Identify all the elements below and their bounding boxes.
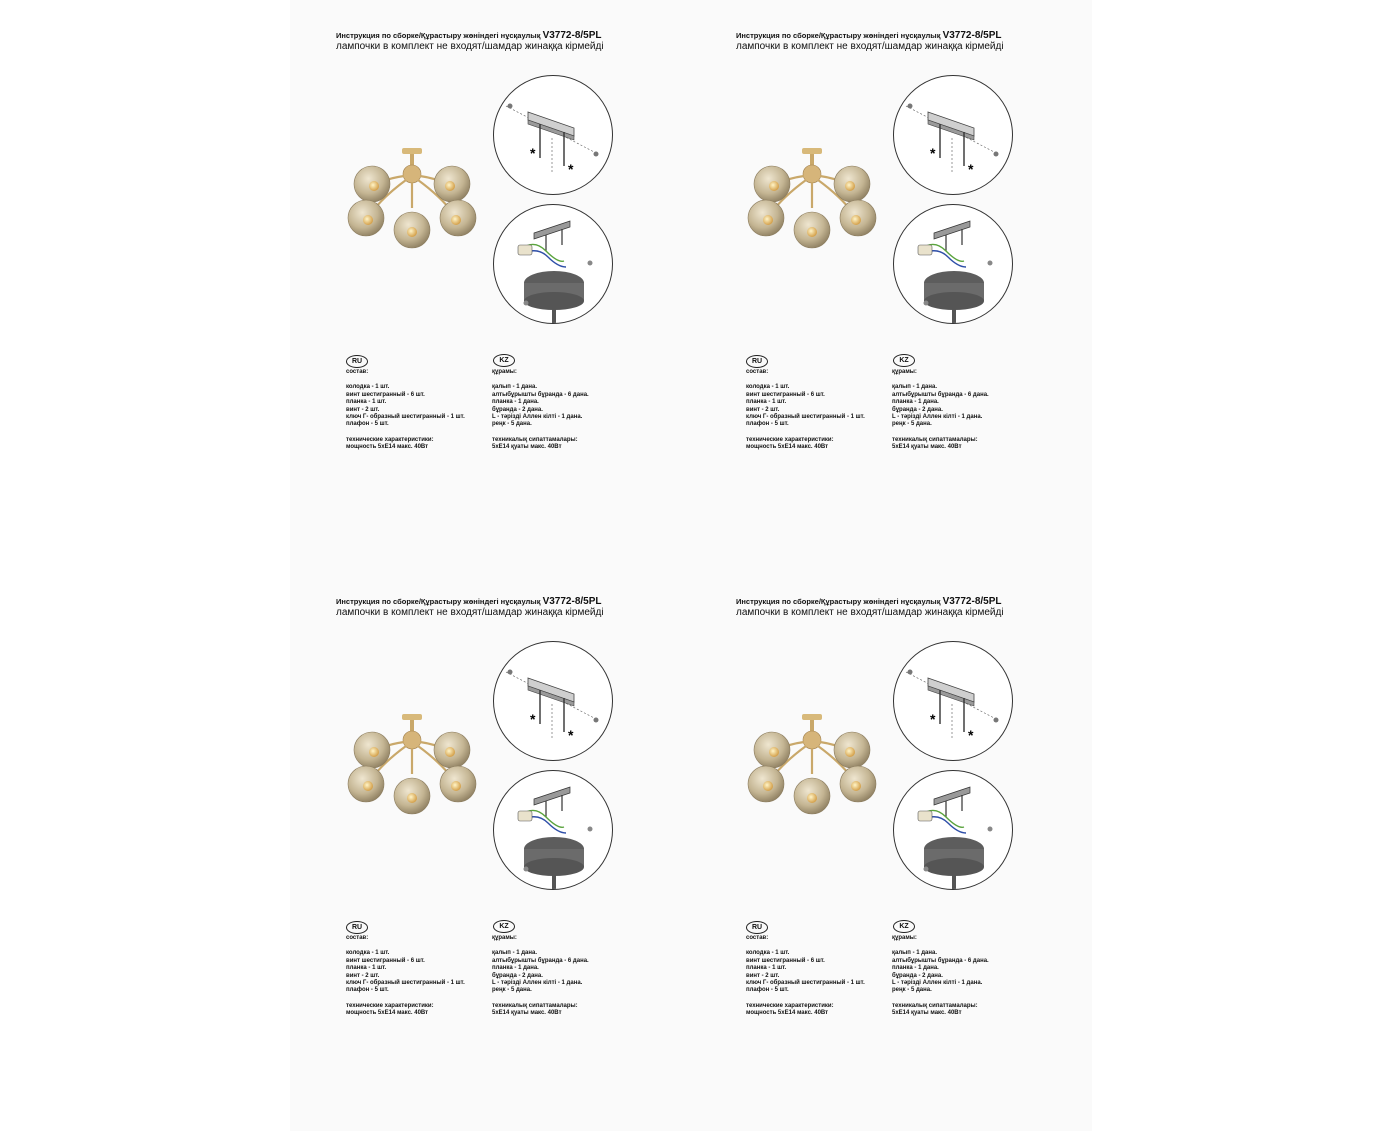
- screw-icon: [994, 152, 999, 157]
- composition-label: құрамы:: [892, 935, 917, 941]
- terminal-block-icon: [918, 245, 932, 255]
- mounting-plate-diagram: [893, 641, 1013, 761]
- list-item: планка - 1 шт.: [346, 965, 387, 972]
- list-item: реңк - 5 дана.: [492, 421, 532, 428]
- glass-shade: [834, 732, 870, 768]
- chandelier-illustration: [744, 710, 880, 820]
- mounting-plate-diagram: [493, 75, 613, 195]
- instruction-panel: [290, 0, 690, 540]
- screw-icon: [908, 104, 913, 109]
- glass-shade: [794, 778, 830, 814]
- instruction-panel: [690, 566, 1090, 1106]
- specs-value: 5хЕ14 қуаты макс. 40Вт: [892, 1010, 962, 1017]
- specs-label: технические характеристики:: [746, 1002, 834, 1009]
- mounting-bar-icon: [934, 787, 970, 805]
- list-item: қалып - 1 дана.: [492, 950, 538, 957]
- list-item: L - тәрізді Аллен кілті - 1 дана.: [892, 414, 983, 421]
- document-sheet: [290, 0, 1092, 1131]
- specs-value: мощность 5хЕ14 макс. 40Вт: [346, 1010, 429, 1017]
- model-number: V3772-8/5PL: [542, 596, 602, 607]
- screw-icon: [908, 670, 913, 675]
- list-item: планка - 1 шт.: [746, 399, 787, 406]
- list-item: алтыбұрышты бұранда - 6 дана.: [892, 957, 989, 964]
- mounting-plate-diagram: [893, 75, 1013, 195]
- glass-shade: [348, 200, 384, 236]
- asterisk-marker: *: [530, 145, 536, 161]
- asterisk-marker: *: [968, 161, 974, 177]
- glass-shade: [434, 166, 470, 202]
- list-item: бұранда - 2 дана.: [492, 406, 543, 413]
- glass-shade: [748, 766, 784, 802]
- chandelier-illustration: [344, 710, 480, 820]
- glass-shade: [394, 212, 430, 248]
- specs-label: техникалық сипаттамалары:: [892, 1002, 978, 1009]
- list-item: планка - 1 дана.: [492, 965, 539, 972]
- model-number: V3772-8/5PL: [942, 30, 1002, 41]
- wiring-diagram: [493, 204, 613, 324]
- glass-shade: [434, 732, 470, 768]
- specs-value: 5хЕ14 қуаты макс. 40Вт: [492, 444, 562, 451]
- kz-language-badge: KZ: [893, 920, 915, 933]
- specs-label: техникалық сипаттамалары:: [492, 1002, 578, 1009]
- list-item: колодка - 1 шт.: [746, 384, 790, 391]
- specs-label: техникалық сипаттамалары:: [892, 436, 978, 443]
- specs-value: мощность 5хЕ14 макс. 40Вт: [746, 444, 829, 451]
- list-item: алтыбұрышты бұранда - 6 дана.: [892, 391, 989, 398]
- list-item: планка - 1 шт.: [346, 399, 387, 406]
- glass-shade: [754, 732, 790, 768]
- list-item: винт - 2 шт.: [746, 406, 780, 413]
- panel-subtitle: лампочки в комплект не входят/шамдар жинаққа кірмейді: [336, 607, 604, 618]
- kz-composition: [892, 369, 989, 452]
- wiring-diagram: [893, 204, 1013, 324]
- composition-label: құрамы:: [492, 935, 517, 941]
- panel-subtitle: лампочки в комплект не входят/шамдар жинаққа кірмейді: [736, 41, 1004, 52]
- panel-title: [336, 30, 602, 41]
- mounting-plate-diagram: [493, 641, 613, 761]
- composition-label: состав:: [746, 369, 769, 375]
- kz-language-badge: KZ: [493, 920, 515, 933]
- asterisk-marker: *: [568, 727, 574, 743]
- list-item: колодка - 1 шт.: [346, 384, 390, 391]
- terminal-block-icon: [918, 811, 932, 821]
- terminal-block-icon: [518, 245, 532, 255]
- ru-composition: [346, 369, 465, 452]
- glass-shade: [794, 212, 830, 248]
- title-text: Инструкция по сборке/Құрастыру жөніндегі нұсқаулық: [736, 597, 941, 606]
- screw-icon: [588, 261, 593, 266]
- panel-title: [336, 596, 602, 607]
- list-item: қалып - 1 дана.: [492, 384, 538, 391]
- screw-icon: [988, 827, 993, 832]
- specs-label: технические характеристики:: [346, 436, 434, 443]
- list-item: плафон - 5 шт.: [746, 421, 789, 428]
- asterisk-marker: *: [930, 711, 936, 727]
- wiring-diagram: [893, 770, 1013, 890]
- list-item: қалып - 1 дана.: [892, 950, 938, 957]
- list-item: ключ Г- образный шестигранный - 1 шт.: [746, 414, 865, 421]
- asterisk-marker: *: [968, 727, 974, 743]
- mounting-bar-icon: [534, 787, 570, 805]
- screw-icon: [524, 301, 529, 306]
- specs-value: 5хЕ14 қуаты макс. 40Вт: [492, 1010, 562, 1017]
- model-number: V3772-8/5PL: [542, 30, 602, 41]
- glass-shade: [834, 166, 870, 202]
- list-item: винт - 2 шт.: [346, 972, 380, 979]
- list-item: қалып - 1 дана.: [892, 384, 938, 391]
- list-item: винт шестигранный - 6 шт.: [346, 391, 425, 398]
- ceiling-canopy: [402, 148, 422, 154]
- list-item: винт шестигранный - 6 шт.: [746, 391, 825, 398]
- composition-label: состав:: [346, 935, 369, 941]
- kz-composition: [492, 935, 589, 1018]
- model-number: V3772-8/5PL: [942, 596, 1002, 607]
- list-item: ключ Г- образный шестигранный - 1 шт.: [746, 980, 865, 987]
- wiring-diagram: [493, 770, 613, 890]
- ru-composition: [346, 935, 465, 1018]
- screw-icon: [588, 827, 593, 832]
- kz-composition: [892, 935, 989, 1018]
- ceiling-canopy: [802, 148, 822, 154]
- chandelier-illustration: [344, 144, 480, 254]
- screw-icon: [594, 152, 599, 157]
- screw-icon: [924, 301, 929, 306]
- list-item: винт - 2 шт.: [746, 972, 780, 979]
- asterisk-marker: *: [530, 711, 536, 727]
- list-item: L - тәрізді Аллен кілті - 1 дана.: [492, 980, 583, 987]
- screw-icon: [508, 104, 513, 109]
- list-item: L - тәрізді Аллен кілті - 1 дана.: [892, 980, 983, 987]
- composition-label: құрамы:: [892, 369, 917, 375]
- title-text: Инструкция по сборке/Құрастыру жөніндегі нұсқаулық: [736, 31, 941, 40]
- list-item: ключ Г- образный шестигранный - 1 шт.: [346, 980, 465, 987]
- list-item: алтыбұрышты бұранда - 6 дана.: [492, 391, 589, 398]
- glass-shade: [354, 732, 390, 768]
- list-item: бұранда - 2 дана.: [492, 972, 543, 979]
- specs-label: технические характеристики:: [746, 436, 834, 443]
- list-item: плафон - 5 шт.: [346, 421, 389, 428]
- panel-title: [736, 30, 1002, 41]
- ru-language-badge: RU: [346, 921, 368, 934]
- composition-label: состав:: [746, 935, 769, 941]
- asterisk-marker: *: [930, 145, 936, 161]
- list-item: реңк - 5 дана.: [892, 987, 932, 994]
- ru-composition: [746, 935, 865, 1018]
- panel-title: [736, 596, 1002, 607]
- list-item: планка - 1 дана.: [892, 399, 939, 406]
- glass-shade: [840, 766, 876, 802]
- title-text: Инструкция по сборке/Құрастыру жөніндегі нұсқаулық: [336, 597, 541, 606]
- screw-icon: [508, 670, 513, 675]
- asterisk-marker: *: [568, 161, 574, 177]
- glass-shade: [394, 778, 430, 814]
- specs-value: мощность 5хЕ14 макс. 40Вт: [346, 444, 429, 451]
- specs-label: технические характеристики:: [346, 1002, 434, 1009]
- list-item: винт шестигранный - 6 шт.: [346, 957, 425, 964]
- screw-icon: [594, 718, 599, 723]
- title-text: Инструкция по сборке/Құрастыру жөніндегі нұсқаулық: [336, 31, 541, 40]
- composition-label: құрамы:: [492, 369, 517, 375]
- screw-icon: [994, 718, 999, 723]
- specs-value: 5хЕ14 қуаты макс. 40Вт: [892, 444, 962, 451]
- list-item: реңк - 5 дана.: [492, 987, 532, 994]
- panel-subtitle: лампочки в комплект не входят/шамдар жинаққа кірмейді: [336, 41, 604, 52]
- glass-shade: [840, 200, 876, 236]
- screw-icon: [524, 867, 529, 872]
- glass-shade: [354, 166, 390, 202]
- list-item: реңк - 5 дана.: [892, 421, 932, 428]
- glass-shade: [754, 166, 790, 202]
- list-item: планка - 1 шт.: [746, 965, 787, 972]
- ru-composition: [746, 369, 865, 452]
- kz-language-badge: KZ: [893, 354, 915, 367]
- specs-value: мощность 5хЕ14 макс. 40Вт: [746, 1010, 829, 1017]
- list-item: плафон - 5 шт.: [346, 987, 389, 994]
- list-item: бұранда - 2 дана.: [892, 972, 943, 979]
- glass-shade: [748, 200, 784, 236]
- specs-label: техникалық сипаттамалары:: [492, 436, 578, 443]
- list-item: планка - 1 дана.: [492, 399, 539, 406]
- list-item: планка - 1 дана.: [892, 965, 939, 972]
- screw-icon: [988, 261, 993, 266]
- glass-shade: [440, 200, 476, 236]
- kz-composition: [492, 369, 589, 452]
- ru-language-badge: RU: [746, 355, 768, 368]
- instruction-panel: [290, 566, 690, 1106]
- list-item: L - тәрізді Аллен кілті - 1 дана.: [492, 414, 583, 421]
- panel-subtitle: лампочки в комплект не входят/шамдар жинаққа кірмейді: [736, 607, 1004, 618]
- mounting-bar-icon: [534, 221, 570, 239]
- ceiling-canopy: [802, 714, 822, 720]
- list-item: бұранда - 2 дана.: [892, 406, 943, 413]
- list-item: колодка - 1 шт.: [346, 950, 390, 957]
- list-item: колодка - 1 шт.: [746, 950, 790, 957]
- ceiling-canopy: [402, 714, 422, 720]
- list-item: алтыбұрышты бұранда - 6 дана.: [492, 957, 589, 964]
- kz-language-badge: KZ: [493, 354, 515, 367]
- list-item: винт - 2 шт.: [346, 406, 380, 413]
- list-item: винт шестигранный - 6 шт.: [746, 957, 825, 964]
- mounting-bar-icon: [934, 221, 970, 239]
- instruction-panel: [690, 0, 1090, 540]
- terminal-block-icon: [518, 811, 532, 821]
- list-item: ключ Г- образный шестигранный - 1 шт.: [346, 414, 465, 421]
- chandelier-illustration: [744, 144, 880, 254]
- screw-icon: [924, 867, 929, 872]
- ru-language-badge: RU: [746, 921, 768, 934]
- glass-shade: [348, 766, 384, 802]
- ru-language-badge: RU: [346, 355, 368, 368]
- list-item: плафон - 5 шт.: [746, 987, 789, 994]
- composition-label: состав:: [346, 369, 369, 375]
- glass-shade: [440, 766, 476, 802]
